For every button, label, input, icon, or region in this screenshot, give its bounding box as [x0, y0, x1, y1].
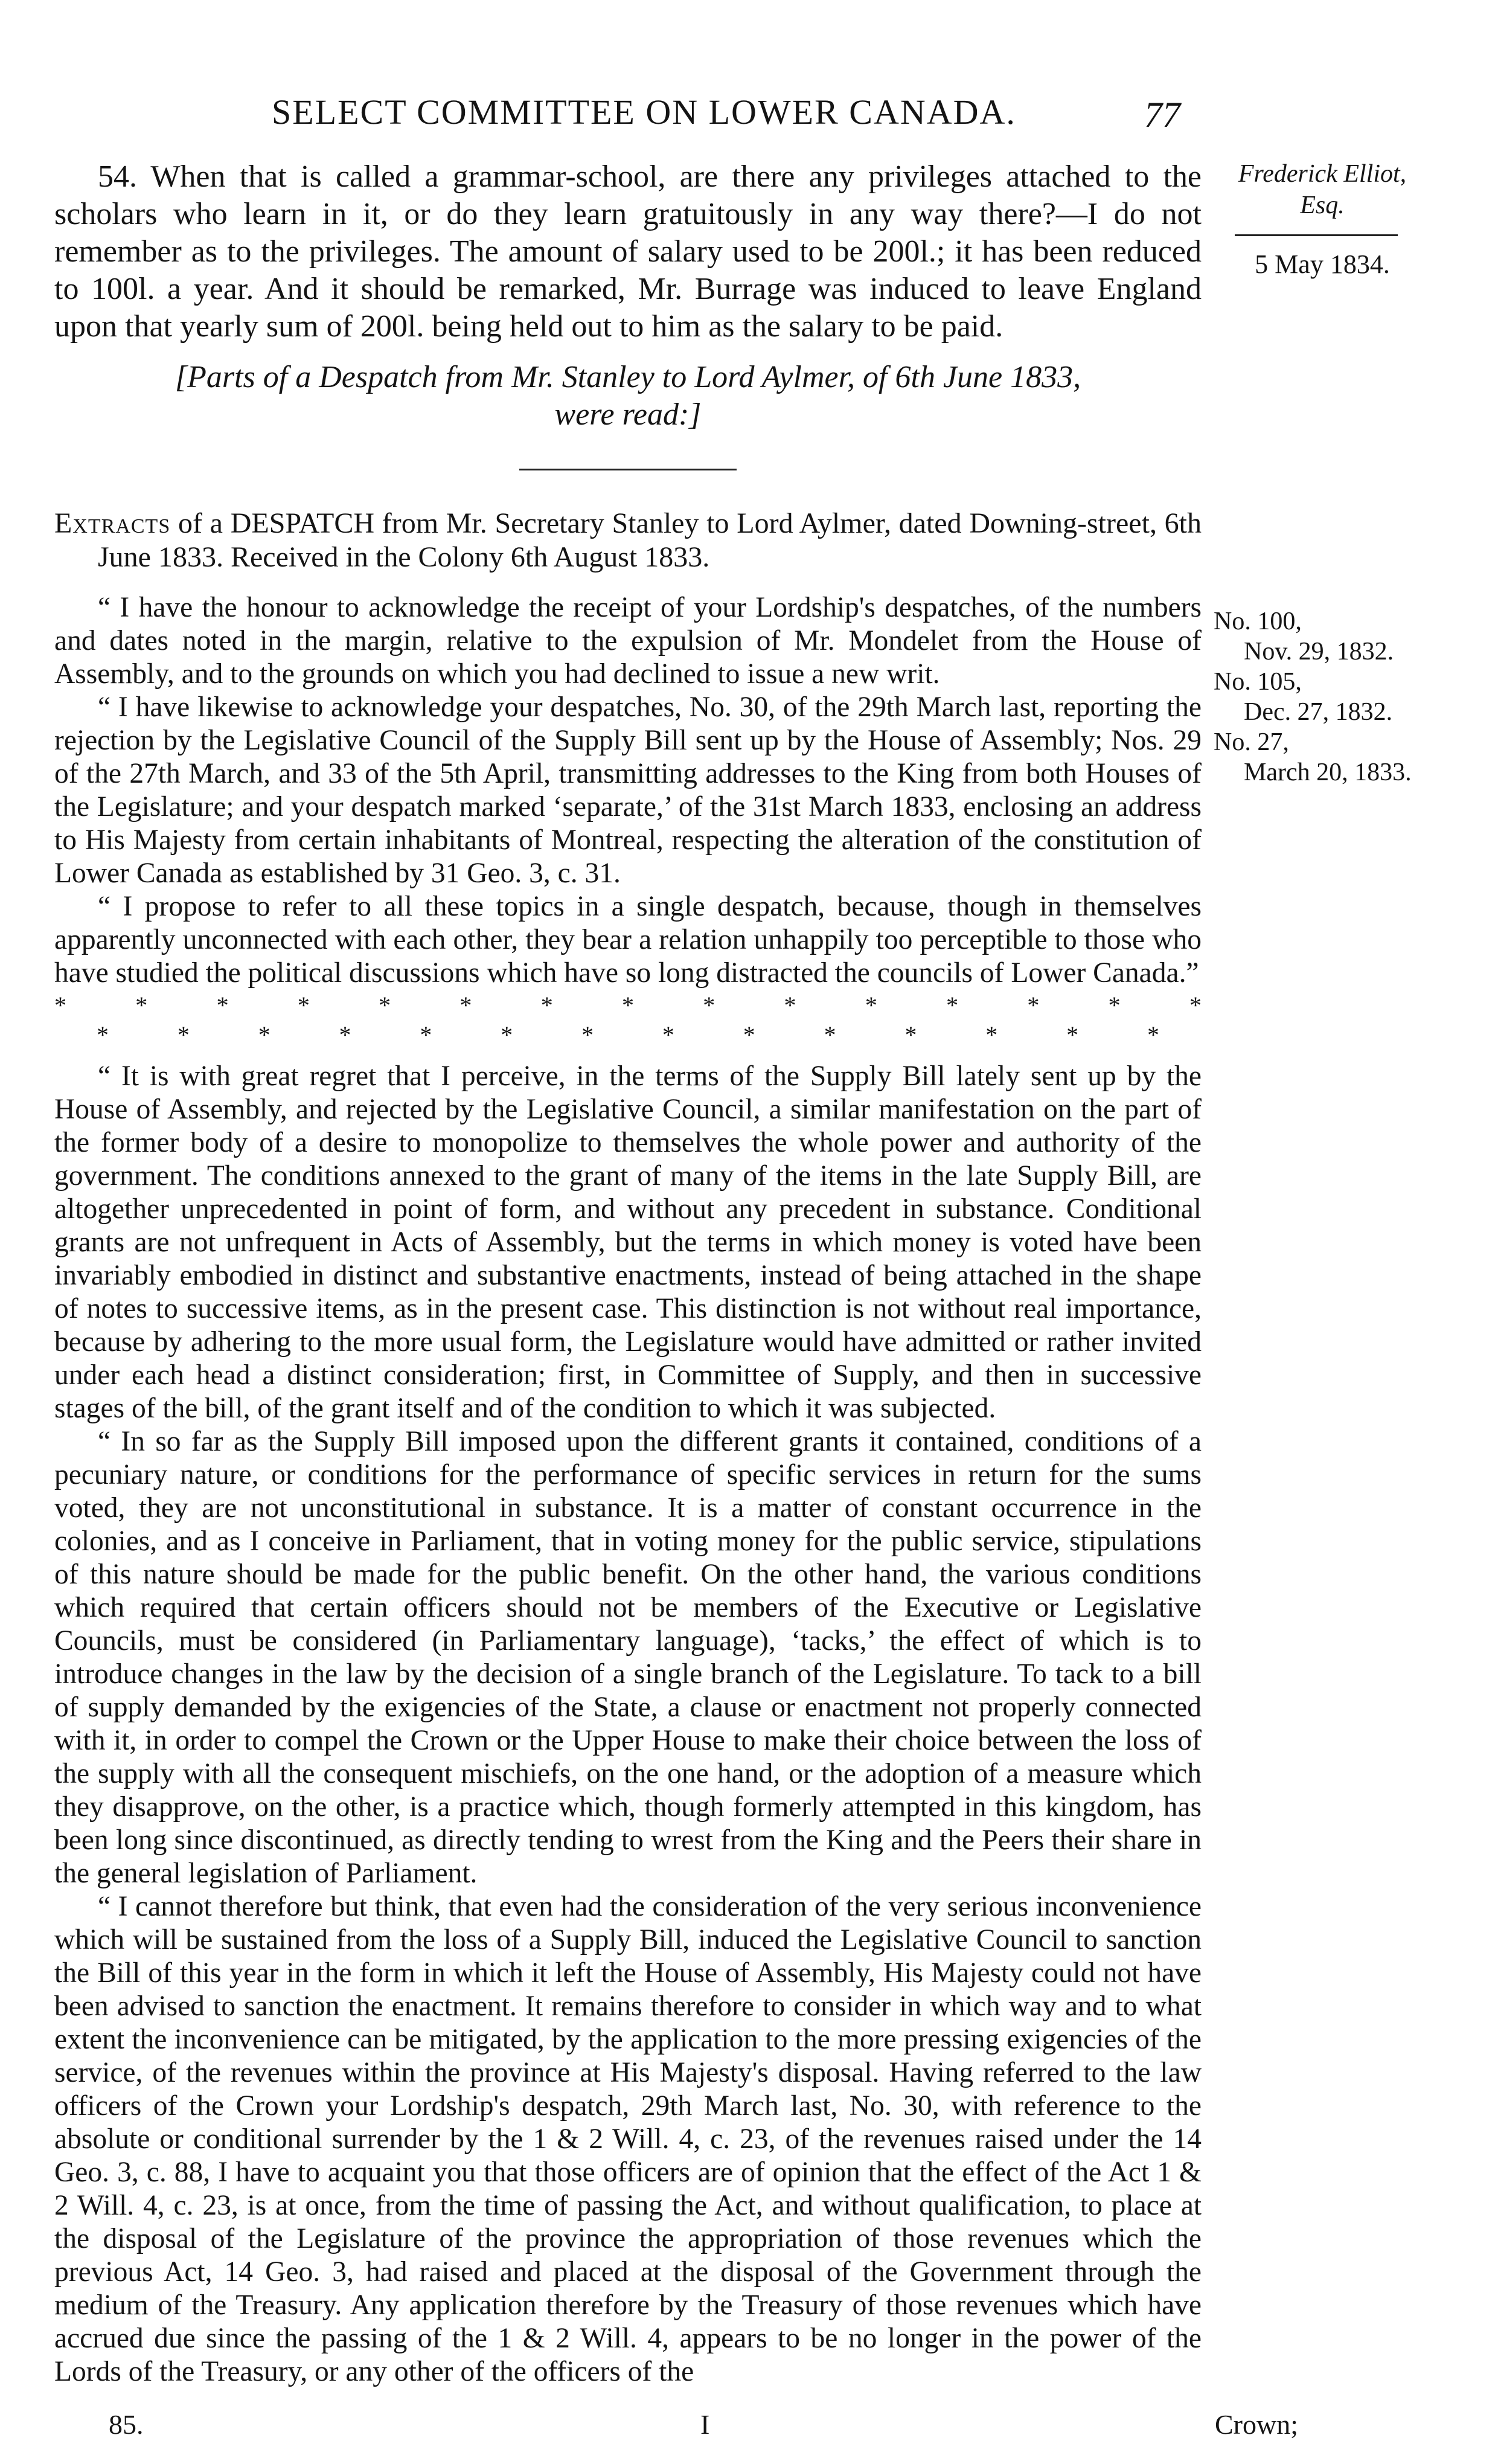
- caption-line: were read:]: [554, 397, 702, 432]
- margin-divider: [1235, 234, 1398, 236]
- star: *: [501, 1021, 513, 1048]
- caption-line: [Parts of a Despatch from Mr. Stanley to Lord Aylmer, of 6th June 1833,: [174, 360, 1081, 394]
- margin-ref: March 20, 1833.: [1244, 759, 1412, 786]
- star: *: [97, 1021, 109, 1048]
- margin-ref: No. 100,: [1214, 608, 1302, 635]
- star: *: [1147, 1021, 1159, 1048]
- spacer: [54, 1050, 1202, 1060]
- page-number: 77: [1144, 95, 1180, 135]
- star: *: [297, 992, 310, 1019]
- despatch-paragraph: “ I cannot therefore but think, that even had the consideration of the very serious inconvenience which will be sustained from the loss of a Supply Bill, induced the Legislative Council to sanction the Bill of this year in the form in which it left the House of Assembly, His Majesty could not have been advised to sanction the enactment. It remains therefore to consider in which way and to what extent the inconvenience can be mitigated, by the application to the more pressing exigencies of the service, of the revenues within the province at His Majesty's disposal. Having referred to the law officers of the Crown your Lordship's despatch, 29th March last, No. 30, with reference to the absolute or conditional surrender by the 1 & 2 Will. 4, c. 23, of the revenues raised under the 14 Geo. 3, c. 88, I have to acquaint you that those officers are of opinion that the effect of the Act 1 & 2 Will. 4, c. 23, is at once, from the time of passing the Act, and without qualification, to place at the disposal of the Legislature of the province the appropriation of those revenues which the previous Act, 14 Geo. 3, had raised and placed at the disposal of the Government through the medium of the Treasury. Any application therefore by the Treasury of those revenues which have accrued due since the passing of the 1 & 2 Will. 4, appears to be no longer in the power of the Lords of the Treasury, or any other of the officers of the: [54, 1891, 1202, 2387]
- star: *: [459, 992, 472, 1019]
- star: *: [135, 992, 148, 1019]
- despatch-paragraph: “ It is with great regret that I perceive, in the terms of the Supply Bill lately sent up by the House of Assembly, and rejected by the Legislative Council, a similar manifestation on the part of the former body of a desire to monopolize to themselves the whole power and authority of the government. The conditions annexed to the grant of many of the items in the late Supply Bill, are altogether unprecedented in point of form, and without any precedent in substance. Conditional grants are not unfrequent in Acts of Assembly, but the terms in which money is voted have been invariably embodied in distinct and substantive enactments, instead of being attached in the shape of notes to successive items, as in the present case. This distinction is not without real importance, because by adhering to the more usual form, the Legislature would have admitted or rather invited under each head a distinct consideration; first, in Committee of Supply, and then in successive stages of the bill, of the grant itself and of the condition to which it was subjected.: [54, 1060, 1202, 1424]
- star: *: [865, 992, 877, 1019]
- star: *: [177, 1021, 190, 1048]
- star: *: [784, 992, 796, 1019]
- star: *: [540, 992, 553, 1019]
- star: *: [339, 1021, 351, 1048]
- star: *: [258, 1021, 270, 1048]
- star: *: [904, 1021, 917, 1048]
- extract-heading: [54, 507, 1202, 574]
- omission-stars-row: [54, 1021, 1202, 1049]
- page-header: [109, 92, 1401, 146]
- margin-ref: Nov. 29, 1832.: [1244, 638, 1394, 666]
- margin-ref: Dec. 27, 1832.: [1244, 698, 1393, 726]
- star: *: [216, 992, 229, 1019]
- star: *: [985, 1021, 998, 1048]
- extract-heading-lead: Extracts: [54, 507, 171, 539]
- signature-number: 85.: [109, 2409, 144, 2440]
- star: *: [420, 1021, 432, 1048]
- star: *: [581, 1021, 594, 1048]
- omission-stars-row: [54, 991, 1202, 1019]
- despatch-paragraph: “ In so far as the Supply Bill imposed upon the different grants it contained, conditions of a pecuniary nature, or conditions for the performance of specific services in return for the sums voted, they are not unconstitutional in substance. It is a matter of constant occurrence in the colonies, and as I conceive in Parliament, that in voting money for the public service, stipulations of this nature should be made for the public benefit. On the other hand, the various conditions which required that certain officers should not be members of the Executive or Legislative Councils, must be considered (in Parliamentary language), ‘tacks,’ the effect of which is to introduce changes in the law by the decision of a single branch of the Legislature. To tack to a bill of supply demanded by the exigencies of the State, a clause or enactment not properly connected with it, in order to compel the Crown or the Upper House to make their choice between the loss of the supply with all the consequent mischiefs, on the one hand, or the adoption of a measure which they disapprove, on the other, is a practice which, though formerly attempted in this kingdom, has been long since discontinued, as directly tending to wrest from the King and the Peers their share in the general legislation of Parliament.: [54, 1426, 1202, 1889]
- extract-heading-text: of a DESPATCH from Mr. Secretary Stanley to Lord Aylmer, dated Downing-street, 6th June 1833. Received in the Colony 6th August 1833.: [98, 507, 1202, 573]
- page-footer: [109, 2408, 1401, 2451]
- star: *: [379, 992, 391, 1019]
- margin-date: 5 May 1834.: [1255, 249, 1390, 279]
- despatch-caption: [54, 359, 1202, 434]
- despatch-paragraph: “ I have the honour to acknowledge the receipt of your Lordship's despatches, of the numbers and dates noted in the margin, relative to the expulsion of Mr. Mondelet from the House of Assembly, and to the grounds on which you had declined to issue a new writ.: [54, 592, 1202, 690]
- sheet-mark: I: [700, 2409, 710, 2440]
- main-text: [54, 158, 1202, 2389]
- section-divider: [519, 469, 737, 470]
- question-54: 54. When that is called a grammar-school, are there any privileges attached to the scholars who learn in it, or do they learn gratuitously in any way there?—I do not remember as to the privileges. The amount of salary used to be 200l.; it has been reduced to 100l. a year. And it should be remarked, Mr. Burrage was induced to leave England upon that yearly sum of 200l. being held out to him as the salary to be paid.: [54, 159, 1202, 344]
- margin-witness-name: Frederick Elliot, Esq.: [1238, 160, 1407, 219]
- star: *: [824, 1021, 836, 1048]
- margin-ref: No. 105,: [1214, 668, 1302, 696]
- star: *: [703, 992, 715, 1019]
- star: *: [662, 1021, 674, 1048]
- star: *: [946, 992, 959, 1019]
- despatch-paragraph: “ I propose to refer to all these topics in a single despatch, because, though in themselves apparently unconnected with each other, they bear a relation unhappily too perceptible to those who have studied the political discussions which have so long distracted the councils of Lower Canada.”: [54, 891, 1202, 989]
- star: *: [743, 1021, 755, 1048]
- star: *: [54, 992, 66, 1019]
- margin-references: [1214, 606, 1431, 788]
- star: *: [1189, 992, 1202, 1019]
- star: *: [1108, 992, 1121, 1019]
- running-title: SELECT COMMITTEE ON LOWER CANADA.: [272, 92, 1016, 132]
- despatch-paragraph: “ I have likewise to acknowledge your despatches, No. 30, of the 29th March last, reporting the rejection by the Legislative Council of the Supply Bill sent up by the House of Assembly; Nos. 29 of the 27th March, and 33 of the 5th April, transmitting addresses to the King from both Houses of the Legislature; and your despatch marked ‘separate,’ of the 31st March 1833, enclosing an address to His Majesty from certain inhabitants of Montreal, respecting the alteration of the constitution of Lower Canada as established by 31 Geo. 3, c. 31.: [54, 691, 1202, 889]
- star: *: [1027, 992, 1040, 1019]
- catchword: Crown;: [1215, 2409, 1298, 2440]
- margin-ref: No. 27,: [1214, 728, 1289, 756]
- star: *: [621, 992, 634, 1019]
- star: *: [1066, 1021, 1079, 1048]
